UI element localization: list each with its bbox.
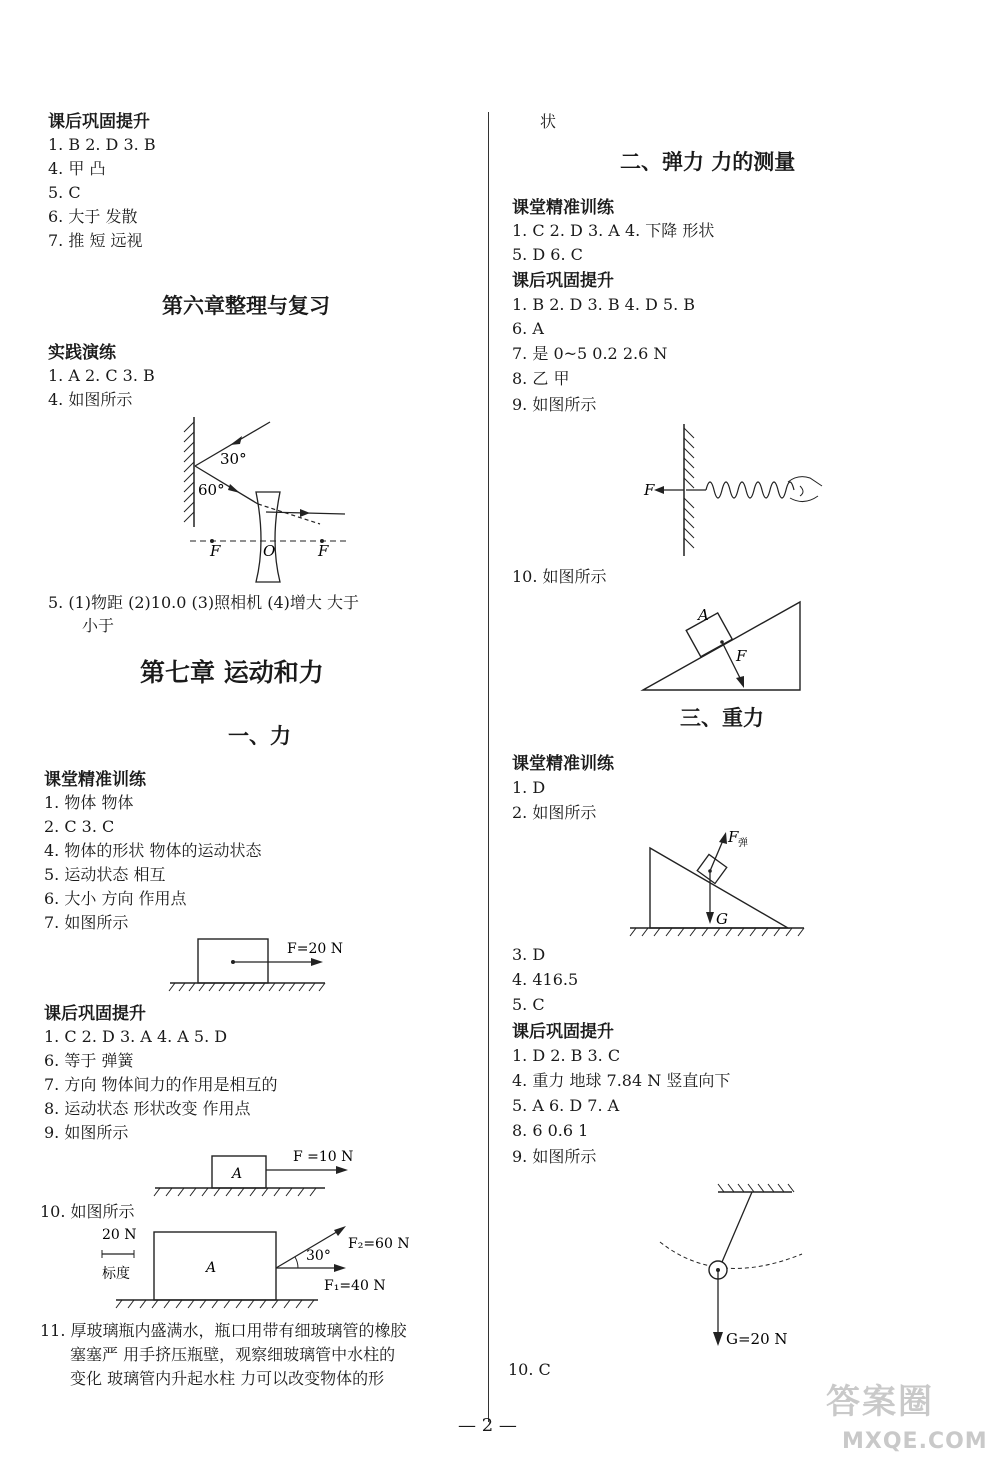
box-force-figure bbox=[165, 935, 355, 995]
answer-line: 7. 方向 物体间力的作用是相互的 bbox=[44, 1075, 278, 1094]
answer-line: 9. 如图所示 bbox=[44, 1123, 129, 1142]
scale-label: 标度 bbox=[102, 1266, 130, 1282]
section-heading: 课后巩固提升 bbox=[48, 112, 150, 132]
answer-line: 5. 运动状态 相互 bbox=[44, 865, 166, 884]
answer-line: 10. 如图所示 bbox=[40, 1202, 135, 1221]
answer-line: 6. 大小 方向 作用点 bbox=[44, 889, 187, 908]
angle-label: 60° bbox=[198, 481, 225, 499]
answer-line: 1. B 2. D 3. B 4. D 5. B bbox=[512, 295, 696, 314]
answer-line: 1. D 2. B 3. C bbox=[512, 1046, 621, 1065]
answer-line: 8. 乙 甲 bbox=[512, 369, 570, 388]
answer-line: 变化 玻璃管内升起水柱 力可以改变物体的形 bbox=[70, 1369, 385, 1388]
section-title: 二、弹力 力的测量 bbox=[620, 150, 796, 174]
answer-line: 1. B 2. D 3. B bbox=[48, 135, 156, 154]
answer-line: 7. 是 0~5 0.2 2.6 N bbox=[512, 344, 668, 363]
chapter-title: 第七章 运动和力 bbox=[140, 658, 324, 687]
answer-line: 11. 厚玻璃瓶内盛满水，瓶口用带有细玻璃管的橡胶 bbox=[40, 1321, 407, 1340]
section-heading: 课堂精准训练 bbox=[44, 770, 146, 790]
gravity-label: G bbox=[716, 910, 728, 928]
block-label: A bbox=[232, 1166, 243, 1182]
answer-line: 2. 如图所示 bbox=[512, 803, 597, 822]
elastic-force-label: F bbox=[728, 828, 739, 846]
force-label: F=20 N bbox=[287, 941, 343, 957]
answer-line: 4. 重力 地球 7.84 N 竖直向下 bbox=[512, 1071, 731, 1090]
section-heading: 课堂精准训练 bbox=[512, 198, 614, 218]
answer-line: 2. C 3. C bbox=[44, 817, 115, 836]
section-title: 一、力 bbox=[228, 724, 291, 748]
focus-label: F bbox=[318, 542, 329, 560]
watermark-url: MXQE.COM bbox=[842, 1429, 988, 1454]
section-title: 三、重力 bbox=[680, 706, 764, 730]
gravity-incline-figure bbox=[628, 826, 808, 938]
answer-line: 7. 如图所示 bbox=[44, 913, 129, 932]
answer-line: 6. A bbox=[512, 319, 544, 338]
answer-line: 1. D bbox=[512, 778, 546, 797]
answer-line: 3. D bbox=[512, 945, 546, 964]
elastic-force-subscript: 弹 bbox=[738, 838, 748, 849]
answer-line: 8. 运动状态 形状改变 作用点 bbox=[44, 1099, 251, 1118]
answer-line: 6. 大于 发散 bbox=[48, 207, 138, 226]
incline-block-figure bbox=[640, 598, 805, 694]
gravity-label: G=20 N bbox=[726, 1330, 788, 1348]
angle-label: 30° bbox=[220, 450, 247, 468]
answer-line: 4. 如图所示 bbox=[48, 390, 133, 409]
answer-line: 5. A 6. D 7. A bbox=[512, 1096, 620, 1115]
page-number: — 2 — bbox=[458, 1415, 517, 1436]
answer-line: 8. 6 0.6 1 bbox=[512, 1121, 589, 1140]
answer-line: 10. C bbox=[508, 1360, 551, 1379]
focus-label: F bbox=[210, 542, 221, 560]
scale-value: 20 N bbox=[102, 1227, 137, 1243]
answer-line: 1. 物体 物体 bbox=[44, 793, 134, 812]
section-heading: 课后巩固提升 bbox=[512, 1022, 614, 1042]
force-label: F =10 N bbox=[293, 1149, 354, 1165]
force-label: F bbox=[644, 481, 655, 499]
block-a-force-figure bbox=[150, 1142, 370, 1198]
force-scale-figure bbox=[98, 1222, 418, 1314]
block-label: A bbox=[206, 1260, 217, 1276]
section-heading: 课后巩固提升 bbox=[44, 1004, 146, 1024]
answer-line: 5. C bbox=[512, 995, 545, 1014]
answer-line: 4. 416.5 bbox=[512, 970, 579, 989]
answer-line: 状 bbox=[540, 112, 557, 131]
force-label: F bbox=[736, 647, 747, 665]
answer-line: 9. 如图所示 bbox=[512, 1147, 597, 1166]
answer-line: 塞塞严 用手挤压瓶壁，观察细玻璃管中水柱的 bbox=[70, 1345, 396, 1364]
answer-line: 6. 等于 弹簧 bbox=[44, 1051, 134, 1070]
mirror-lens-figure bbox=[170, 412, 360, 587]
answer-line: 小于 bbox=[82, 616, 115, 635]
section-heading: 课堂精准训练 bbox=[512, 754, 614, 774]
answer-line: 1. A 2. C 3. B bbox=[48, 366, 155, 385]
answer-line: 1. C 2. D 3. A 4. 下降 形状 bbox=[512, 221, 715, 240]
chapter-review-title: 第六章整理与复习 bbox=[162, 294, 330, 318]
watermark-brand: 答案圈 bbox=[826, 1382, 934, 1422]
spring-wall-figure bbox=[640, 420, 830, 560]
answer-line: 5. C bbox=[48, 183, 81, 202]
section-heading: 课后巩固提升 bbox=[512, 271, 614, 291]
answer-line: 9. 如图所示 bbox=[512, 395, 597, 414]
answer-line: 10. 如图所示 bbox=[512, 567, 607, 586]
angle-label: 30° bbox=[306, 1248, 331, 1264]
center-label: O bbox=[263, 542, 276, 560]
column-divider bbox=[488, 112, 489, 1422]
answer-line: 1. C 2. D 3. A 4. A 5. D bbox=[44, 1027, 228, 1046]
block-label: A bbox=[698, 606, 709, 624]
answer-line: 4. 甲 凸 bbox=[48, 159, 106, 178]
pendulum-figure bbox=[656, 1178, 816, 1360]
answer-line: 4. 物体的形状 物体的运动状态 bbox=[44, 841, 262, 860]
force-label: F₂=60 N bbox=[348, 1236, 410, 1252]
answer-line: 7. 推 短 远视 bbox=[48, 231, 143, 250]
section-heading: 实践演练 bbox=[48, 343, 116, 363]
force-label: F₁=40 N bbox=[324, 1278, 386, 1294]
answer-line: 5. D 6. C bbox=[512, 245, 583, 264]
answer-line: 5. (1)物距 (2)10.0 (3)照相机 (4)增大 大于 bbox=[48, 593, 359, 612]
